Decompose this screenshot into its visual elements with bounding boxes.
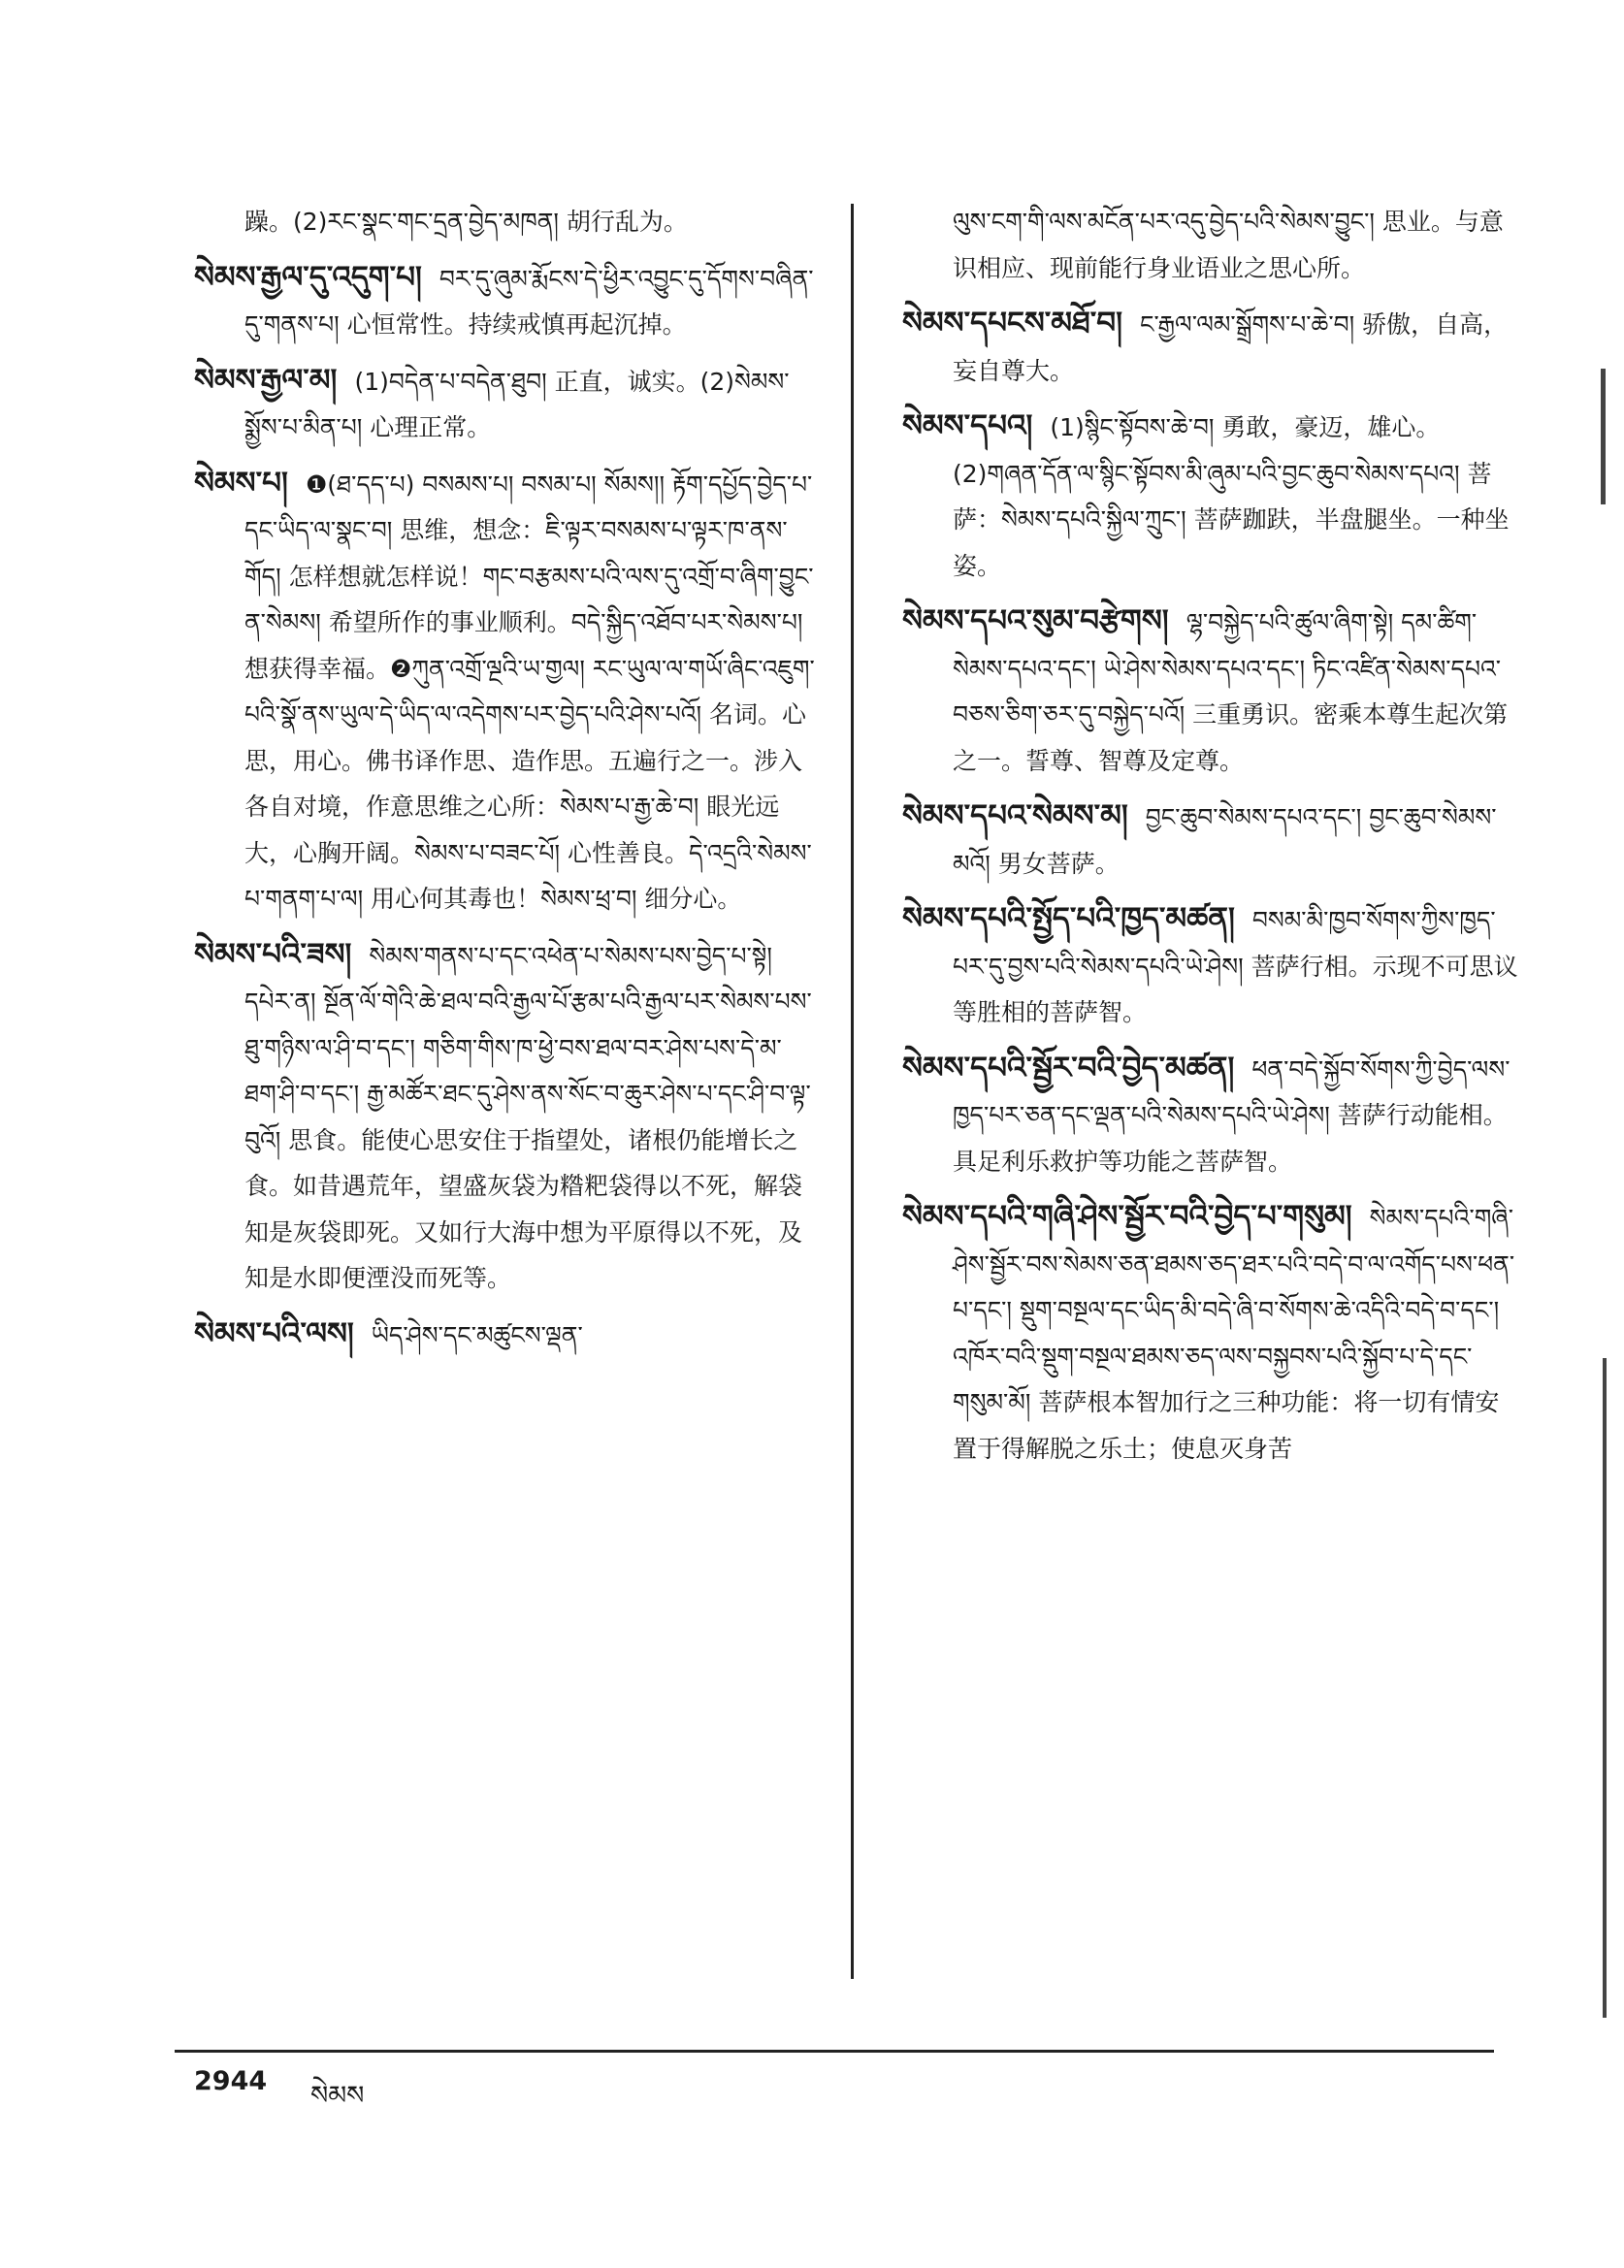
entry-headword: སེམས་དཔངས་མཐོ་བ། <box>902 306 1123 340</box>
dictionary-entry <box>902 1046 1523 1185</box>
dictionary-entry <box>194 358 815 451</box>
entry-body: སེམས་དཔའི་གཞི་ཤེས་སྦྱོར་བས་སེམས་ཅན་ཐམས་ཅད་ཐར་པའི་བདེ་བ་ལ་འགོད་པས་ཕན་པ་དང་། སྡུག་བསྔལ་དང་ཡིད་མི་བདེ་ཞི་བ་སོགས་ཆེ་འདིའི་བདེ་བ་དང་། འཁོར་བའི་སྡུག་བསྔལ་ཐམས་ཅད་ལས་བསྐྱབས་པའི་སྐྱོབ་པ་དེ་དང་གསུམ་མོ། 菩萨根本智加行之三种功能：将一切有情安置于得解脱之乐土；使息灭身苦 <box>953 1204 1515 1463</box>
entry-headword: སེམས་པ། <box>194 465 288 501</box>
dictionary-entry <box>902 301 1523 394</box>
entry-headword: སེམས་དཔའི་སྤྱོད་པའི་ཁྱད་མཚན། <box>902 901 1235 936</box>
running-head: སེམས <box>310 2081 365 2111</box>
left-column <box>194 199 815 1368</box>
entry-headword: སེམས་དཔའ་སུམ་བརྩེགས། <box>902 603 1169 638</box>
entry-body: སེམས་གནས་པ་དང་འཕེན་པ་སེམས་པས་བྱེད་པ་སྟེ། དཔེར་ན། སྔོན་ལོ་གེའི་ཆེ་ཐལ་བའི་རྒྱལ་པོ་རྩམ་པའི་རྒྱལ་པར་སེམས་པས་ཐུ་གཉིས་ལ་ཤི་བ་དང་། གཅིག་གིས་ཁ་ཕྱེ་བས་ཐལ་བར་ཤེས་པས་དེ་མ་ཐག་ཤི་བ་དང་། རྒྱ་མཚོར་ཐང་དུ་ཤེས་ནས་སོང་བ་ཆུར་ཤེས་པ་དང་ཤི་བ་ལྟ་བུའོ། 思食。能使心思安住于指望处，诸根仍能增长之食。如昔遇荒年，望盛灰袋为糌粑袋得以不死，解袋知是灰袋即死。又如行大海中想为平原得以不死，及知是水即便湮没而死等。 <box>244 941 812 1292</box>
entry-headword: སེམས་པའི་ཟས། <box>194 936 352 972</box>
entry-body: བར་དུ་ཞུམ་རྨོངས་དེ་ཕྱིར་འབྱུང་དུ་དོགས་བཞིན་དུ་གནས་པ། 心恒常性。持续戒慎再起沉掉。 <box>244 264 814 339</box>
entry-body: 躁。(2)རང་སྣང་གང་དྲན་བྱེད་མཁན། 胡行乱为。 <box>244 208 688 236</box>
entry-body: ལུས་ངག་གི་ལས་མངོན་པར་འདུ་བྱེད་པའི་སེམས་བྱུང་། 思业。与意识相应、现前能行身业语业之思心所。 <box>953 208 1504 282</box>
entry-headword: སེམས་པའི་ལས། <box>194 1315 354 1351</box>
dictionary-entry <box>194 932 815 1302</box>
dictionary-entry <box>902 404 1523 589</box>
edge-mark <box>1603 1358 1607 2018</box>
entry-headword: སེམས་དཔའ་སེམས་མ། <box>902 798 1128 833</box>
entry-body: (1)སྙིང་སྟོབས་ཆེ་བ། 勇敢，豪迈，雄心。(2)གཞན་དོན་ལ་སྙིང་སྟོབས་མི་ཞུམ་པའི་བྱང་ཆུབ་སེམས་དཔའ། 菩萨：སེམས་དཔའི་སྐྱིལ་ཀྲུང་། 菩萨跏趺，半盘腿坐。一种坐姿。 <box>953 413 1510 580</box>
entry-body: ཡིད་ཤེས་དང་མཚུངས་ལྡན་ <box>371 1320 583 1349</box>
dictionary-entry <box>194 1312 815 1359</box>
entry-headword: སེམས་དཔའི་སྦྱོར་བའི་བྱེད་མཚན། <box>902 1050 1235 1085</box>
entry-body: ཕན་བདེ་སྐྱོབ་སོགས་ཀྱི་བྱེད་ལས་ཁྱད་པར་ཅན་དང་ལྡན་པའི་སེམས་དཔའི་ཡེ་ཤེས། 菩萨行动能相。具足利乐救护等功能之菩萨智。 <box>953 1054 1510 1176</box>
right-column <box>902 199 1523 1481</box>
dictionary-entry <box>902 199 1523 291</box>
entry-body: (1)བདེན་པ་བདེན་ཐུབ། 正直，诚实。(2)སེམས་སྨྱོས་པ་མིན་པ། 心理正常。 <box>244 367 790 441</box>
entry-headword: སེམས་དཔའ། <box>902 408 1033 443</box>
entry-body: བྱང་ཆུབ་སེམས་དཔའ་དང་། བྱང་ཆུབ་སེམས་མའོ། 男女菩萨。 <box>953 803 1497 878</box>
entry-headword: སེམས་དཔའི་གཞི་ཤེས་སྦྱོར་བའི་བྱེད་པ་གསུམ། <box>902 1199 1352 1234</box>
entry-body: ལྷ་བསྐྱེད་པའི་ཚུལ་ཞིག་སྟེ། དམ་ཚིག་སེམས་དཔའ་དང་། ཡེ་ཤེས་སེམས་དཔའ་དང་། ཏིང་འཛིན་སེམས་དཔའ་བཅས་ཅིག་ཅར་དུ་བསྐྱེད་པའོ། 三重勇识。密乘本尊生起次第之一。誓尊、智尊及定尊。 <box>953 608 1509 775</box>
dictionary-entry <box>902 896 1523 1036</box>
footer-rule <box>175 2050 1494 2053</box>
dictionary-entry <box>194 255 815 348</box>
dictionary-entry <box>902 794 1523 887</box>
entry-headword: སེམས་རྒྱལ་དུ་འདུག་པ། <box>194 259 422 295</box>
entry-headword: སེམས་རྒྱལ་མ། <box>194 362 338 398</box>
entry-body: བསམ་མི་ཁྱབ་སོགས་ཀྱིས་ཁྱད་པར་དུ་བྱས་པའི་སེམས་དཔའི་ཡེ་ཤེས། 菩萨行相。示现不可思议等胜相的菩萨智。 <box>953 906 1518 1026</box>
dictionary-entry <box>194 461 815 923</box>
column-divider <box>851 204 854 1979</box>
dictionary-entry <box>902 1194 1523 1472</box>
entry-body: ❶(ཐ་དད་པ) བསམས་པ། བསམ་པ། སོམས།། རྟོག་དཔྱོད་བྱེད་པ་དང་ཡིད་ལ་སྣང་བ། 思维，想念：ཇི་ལྟར་བསམས་པ་ལྟར་ཁ་ནས་གོད། 怎样想就怎样说！གང་བརྩམས་པའི་ལས་དུ་འགྲོ་བ་ཞིག་བྱུང་ན་སེམས། 希望所作的事业顺利。བདེ་སྐྱིད་འཐོབ་པར་སེམས་པ། 想获得幸福。❷ཀུན་འགྲོ་ལྔའི་ཡ་གྱལ། རང་ཡུལ་ལ་གཡོ་ཞིང་འཇུག་པའི་སྣོ་ནས་ཡུལ་དེ་ཡིད་ལ་འདེགས་པར་བྱེད་པའི་ཤེས་པའོ། 名词。心思，用心。佛书译作思、造作思。五遍行之一。涉入各自对境，作意思维之心所：སེམས་པ་རྒྱ་ཆེ་བ། 眼光远大，心胸开阔。སེམས་པ་བཟང་པོ། 心性善良。དེ་འདྲའི་སེམས་པ་གནག་པ་ལ། 用心何其毒也！སེམས་ཕྲ་བ། 细分心。 <box>244 470 815 913</box>
edge-mark <box>1601 369 1606 504</box>
page-number: 2944 <box>194 2066 268 2096</box>
entry-body: ང་རྒྱལ་ལམ་སྒྲོགས་པ་ཆེ་བ། 骄傲，自高，妄自尊大。 <box>953 310 1509 385</box>
dictionary-entry <box>194 199 815 245</box>
dictionary-entry <box>902 599 1523 784</box>
